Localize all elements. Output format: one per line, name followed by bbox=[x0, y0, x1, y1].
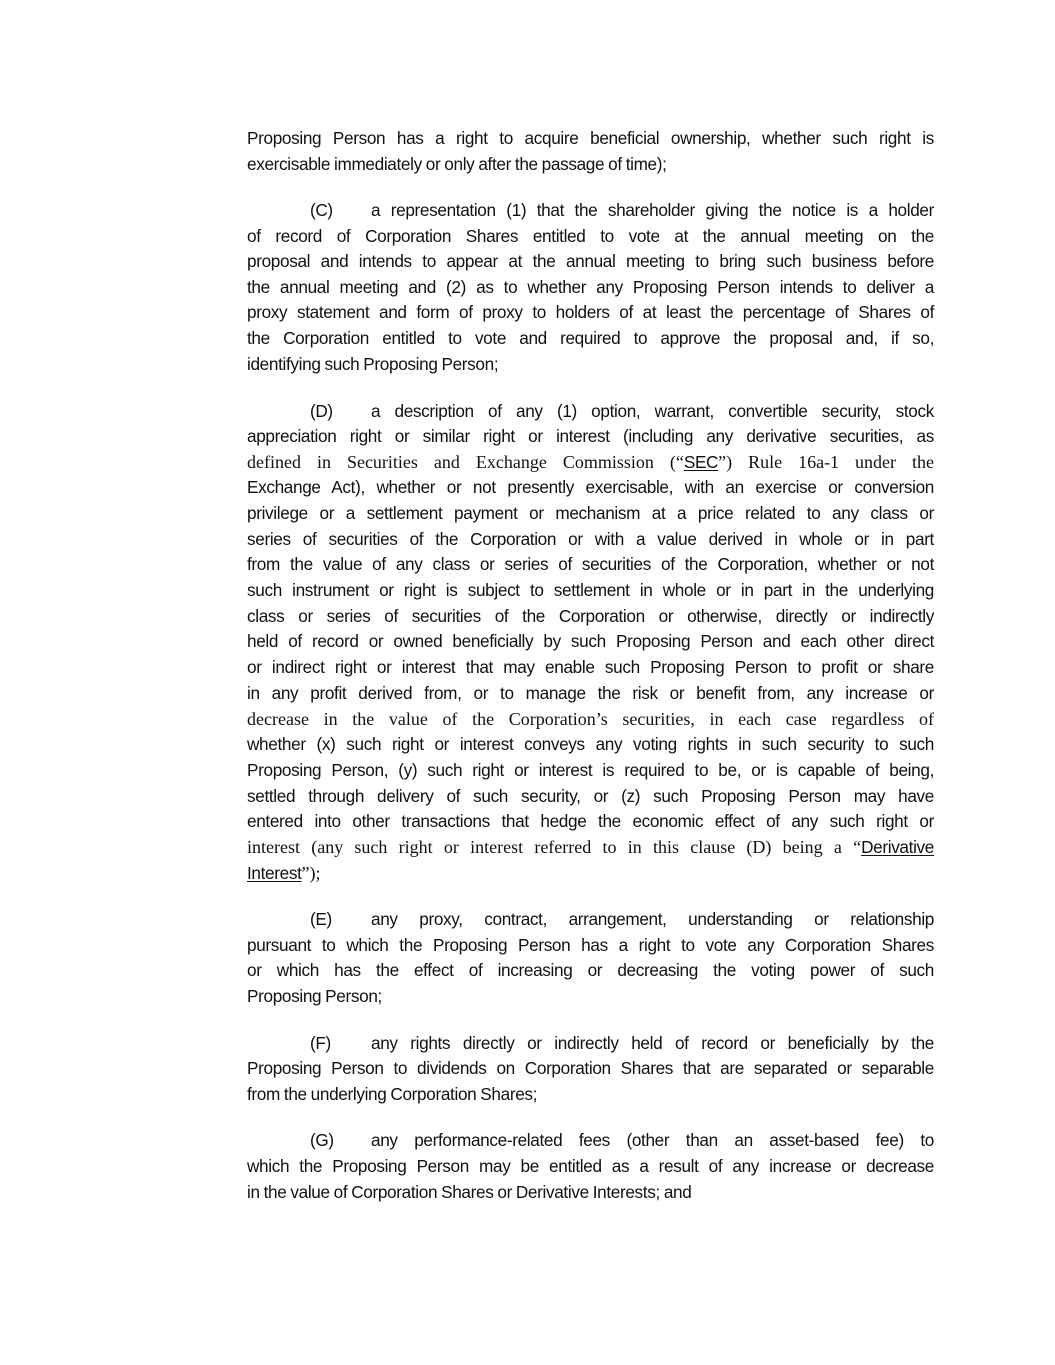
text-line: of record of Corporation Shares entitled to vote at the annual meeting on the bbox=[247, 226, 934, 246]
text-span: any performance-related fees (other than an asset-based fee) to bbox=[371, 1130, 934, 1150]
text-span: a representation (1) that the shareholder giving the notice is a holder bbox=[371, 200, 934, 220]
text-line: held of record or owned beneficially by such Proposing Person and each other direct bbox=[247, 631, 934, 651]
clause-label: (G) bbox=[310, 1130, 334, 1150]
text-line: the annual meeting and (2) as to whether any Proposing Person intends to deliver a bbox=[247, 277, 934, 297]
text-span: any proxy, contract, arrangement, understanding or relationship bbox=[371, 909, 934, 929]
text-line bbox=[247, 834, 934, 860]
text-line: the Corporation entitled to vote and required to approve the proposal and, if so, bbox=[247, 328, 934, 348]
text-line: Proposing Person, (y) such right or interest is required to be, or is capable of being, bbox=[247, 760, 934, 780]
clause-label: (F) bbox=[310, 1033, 331, 1053]
text-line: in any profit derived from, or to manage the risk or benefit from, any increase or bbox=[247, 683, 934, 703]
defined-term-sec: SEC bbox=[683, 452, 719, 472]
text-line: proposal and intends to appear at the annual meeting to bring such business before bbox=[247, 251, 934, 271]
clause-label: (D) bbox=[310, 401, 333, 421]
text-span: interest (any such right or interest referred to in this clause (D) being a “ bbox=[247, 837, 862, 857]
text-line: exercisable immediately or only after the passage of time); bbox=[247, 154, 667, 174]
text-line: Proposing Person has a right to acquire beneficial ownership, whether such right is bbox=[247, 128, 934, 148]
text-line: appreciation right or similar right or interest (including any derivative securities, as bbox=[247, 426, 934, 446]
text-span: ”) Rule 16a-1 under the bbox=[718, 452, 934, 472]
text-line: or indirect right or interest that may enable such Proposing Person to profit or share bbox=[247, 657, 934, 677]
text-line: pursuant to which the Proposing Person has a right to vote any Corporation Shares bbox=[247, 935, 934, 955]
clause-d-first-line bbox=[310, 398, 934, 424]
text-line: proxy statement and form of proxy to holders of at least the percentage of Shares of bbox=[247, 302, 934, 322]
defined-term-derivative: Derivative bbox=[861, 837, 934, 857]
text-line bbox=[247, 449, 934, 475]
clause-c-first-line bbox=[310, 197, 934, 223]
text-line: Proposing Person to dividends on Corporation Shares that are separated or separable bbox=[247, 1058, 934, 1078]
text-line: or which has the effect of increasing or decreasing the voting power of such bbox=[247, 960, 934, 980]
defined-term-interest: Interest bbox=[247, 863, 302, 883]
text-line: series of securities of the Corporation or with a value derived in whole or in part bbox=[247, 529, 934, 549]
text-span: defined in Securities and Exchange Commission (“ bbox=[247, 452, 684, 472]
clause-g-first-line bbox=[310, 1127, 934, 1153]
text-line: from the value of any class or series of securities of the Corporation, whether or not bbox=[247, 554, 934, 574]
text-span: any rights directly or indirectly held of record or beneficially by the bbox=[371, 1033, 934, 1053]
text-line: such instrument or right is subject to settlement in whole or in part in the underlying bbox=[247, 580, 934, 600]
text-line bbox=[247, 860, 934, 886]
clause-label: (C) bbox=[310, 200, 333, 220]
text-line: class or series of securities of the Corporation or otherwise, directly or indirectly bbox=[247, 606, 934, 626]
clause-f-first-line bbox=[310, 1030, 934, 1056]
text-line: privilege or a settlement payment or mechanism at a price related to any class or bbox=[247, 503, 934, 523]
text-line: in the value of Corporation Shares or Derivative Interests; and bbox=[247, 1182, 692, 1202]
text-line: Proposing Person; bbox=[247, 986, 382, 1006]
clause-label: (E) bbox=[310, 909, 332, 929]
text-line: Exchange Act), whether or not presently exercisable, with an exercise or conversion bbox=[247, 477, 934, 497]
text-line: identifying such Proposing Person; bbox=[247, 354, 499, 374]
text-line: which the Proposing Person may be entitled as a result of any increase or decrease bbox=[247, 1156, 934, 1176]
clause-e-first-line bbox=[310, 906, 934, 932]
text-span: ”); bbox=[301, 863, 321, 883]
text-line: decrease in the value of the Corporation’s securities, in each case regardless of bbox=[247, 709, 934, 729]
text-line: entered into other transactions that hedge the economic effect of any such right or bbox=[247, 811, 934, 831]
text-line: settled through delivery of such security, or (z) such Proposing Person may have bbox=[247, 786, 934, 806]
text-span: a description of any (1) option, warrant, convertible security, stock bbox=[371, 401, 934, 421]
text-line: from the underlying Corporation Shares; bbox=[247, 1084, 538, 1104]
text-line: whether (x) such right or interest conveys any voting rights in such security to such bbox=[247, 734, 934, 754]
